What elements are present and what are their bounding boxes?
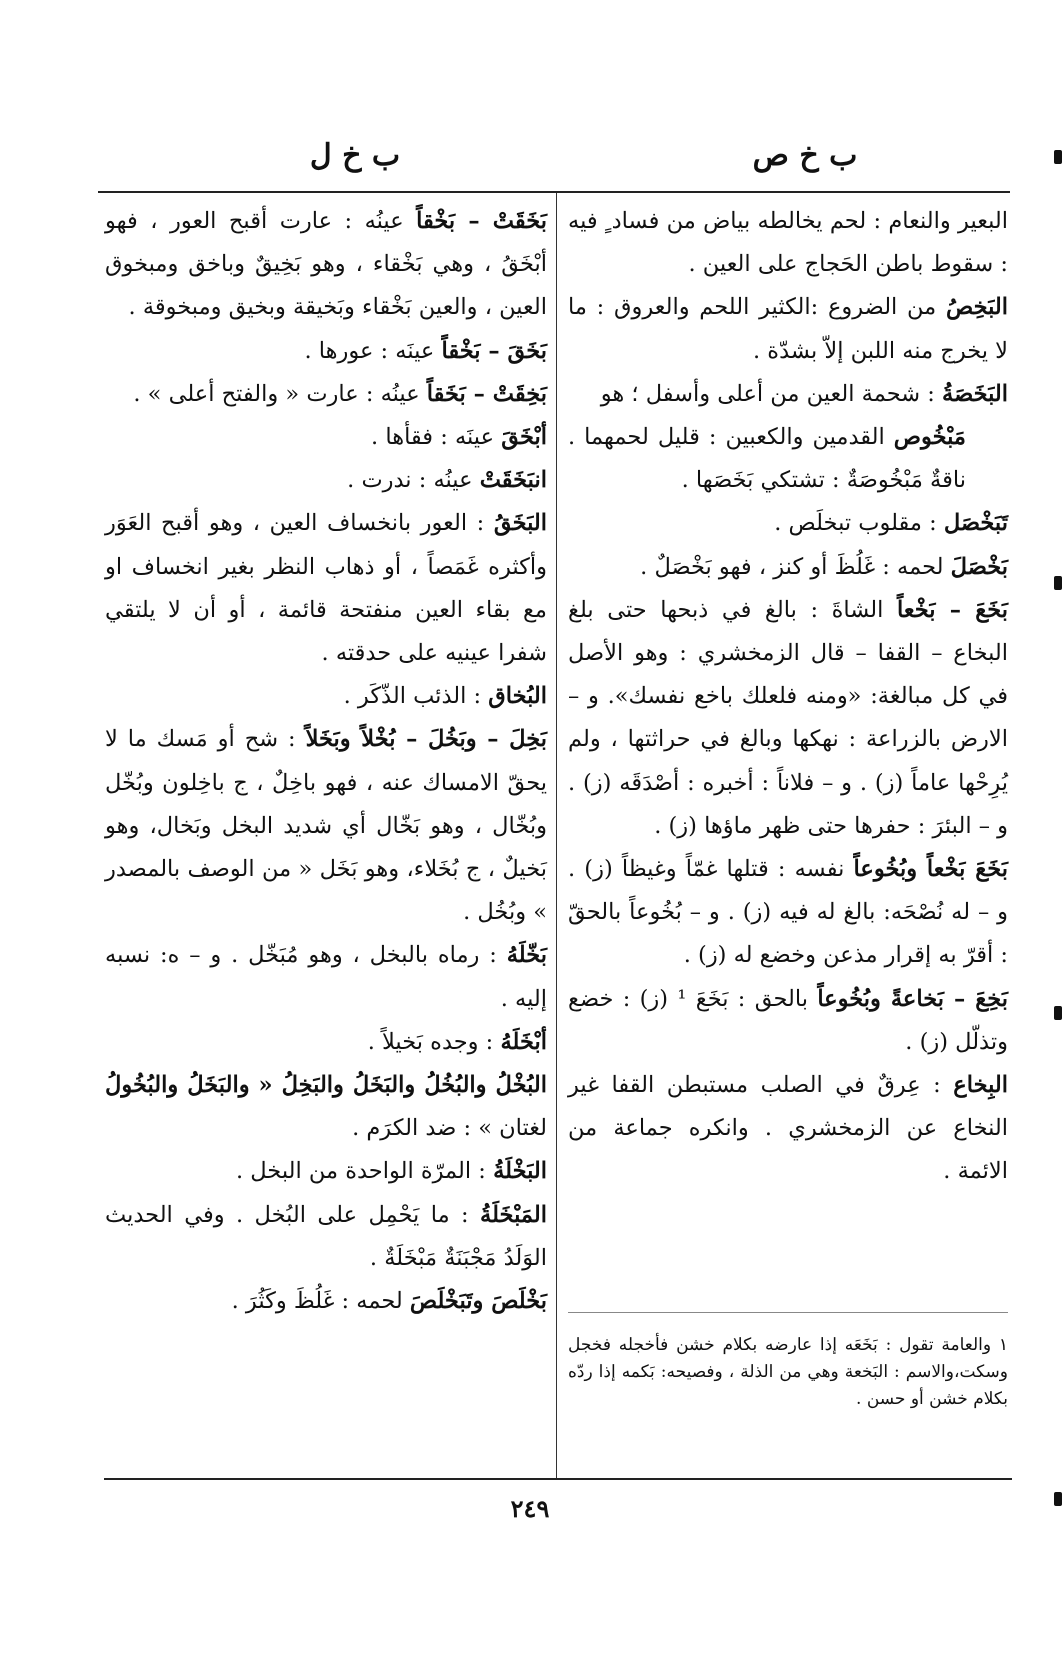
left-column xyxy=(105,200,547,1323)
footnote-rule xyxy=(568,1312,1008,1313)
right-column-root-header: ب خ ص xyxy=(752,138,858,173)
footnote: ١ والعامة تقول : بَخَعَه إذا عارضه بكلام خشن فأخجله فخجل وسكت،والاسم : البَخعة وهي من الذلة ، وفصيحه: بَكمه إذا ردّه بكلام خشن أو حسن . xyxy=(568,1335,1008,1409)
entry xyxy=(105,1064,547,1150)
entry xyxy=(105,718,547,934)
edge-mark xyxy=(1054,1492,1062,1506)
entry-definition: الشاةَ : بالغ في ذبحها حتى بلغ البخاع – القفا – قال الزمخشري : وهو الأصل في كل مبالغة: «ومنه فلعلك باخع نفسك». و – الارض بالزراعة : نهكها وبالغ في حراثتها ، ولم يُرِحْها عاماً (ز) . و – فلاناً : أخبره : أصْدَقَه (ز) . و – البئرَ : حفرها حتى ظهر ماؤها (ز) . xyxy=(568,596,1008,839)
entry xyxy=(568,416,1008,502)
entry-headword: بَخَعَ – بَخْعاً xyxy=(897,596,1008,623)
entry-headword: بَخَقَ – بَخْقاً xyxy=(441,337,547,364)
entry-definition: : العور بانخساف العين ، وهو أقبح العَوَر وأكثره غَمَصاً ، أو ذهاب النظر بغير انخساف او مع بقاء العين منفتحة قائمة ، أو أن لا يلتقي شفرا عينيه على حدقته . xyxy=(105,510,547,667)
entry xyxy=(105,1280,547,1323)
entry-definition: : الذئب الذّكَر . xyxy=(343,683,482,710)
edge-mark xyxy=(1054,150,1062,164)
entry-definition: عينَه : عورها . xyxy=(304,337,435,364)
entry-headword: البَخْلَةُ xyxy=(493,1158,547,1185)
entry-definition: عينَه : فقأها . xyxy=(371,424,495,451)
entry xyxy=(568,589,1008,848)
entry-definition: : ما يَحْمِل على البُخل . وفي الحديث الوَلَدُ مَجْبَنَةٌ مَبْخَلَةٌ . xyxy=(105,1201,547,1271)
entry-headword: البِخاع xyxy=(953,1072,1008,1099)
entry xyxy=(568,978,1008,1064)
entry xyxy=(105,1021,547,1064)
entry-headword: انبَخَقَتْ xyxy=(479,467,547,494)
entry-definition: من الضروع :الكثير اللحم والعروق : ما لا يخرج منه اللبن إلاّ بشدّة . xyxy=(568,294,1008,364)
entry-headword: البَخَصَةُ xyxy=(942,380,1008,407)
edge-mark xyxy=(1054,576,1062,590)
entry xyxy=(105,373,547,416)
entry-headword: بَخْصَلَ xyxy=(950,553,1008,580)
entry-definition: : المرّة الواحدة من البخل . xyxy=(235,1158,486,1185)
entry-headword: المَبْخَلَةُ xyxy=(480,1201,547,1228)
entry-headword: البَخَقُ xyxy=(493,510,547,537)
entry-headword: مَبْخُوص xyxy=(893,424,966,451)
entry xyxy=(105,1150,547,1193)
right-column xyxy=(568,200,1008,1194)
entry-headword: بَخِعَ – بَخاعةً وبُخُوعاً xyxy=(817,985,1009,1012)
entry-definition: عينُه : عارت أقبح العور ، فهو أبْخَقُ ، وهي بَخْقاء ، وهو بَخِيقٌ وباخق ومبخوق العين ، والعين بَخْقاء وبَخيقة وبخيق ومبخوقة . xyxy=(105,208,547,321)
entry-headword: بَخْلَصَ وتَبَخْلَصَ xyxy=(409,1288,547,1315)
edge-mark xyxy=(1054,1006,1062,1020)
entry xyxy=(105,934,547,1020)
entry-definition: لغتان » : ضد الكرَم . xyxy=(352,1115,547,1142)
column-divider xyxy=(556,193,557,1480)
left-column-root-header: ب خ ل xyxy=(309,138,401,173)
entry xyxy=(568,502,1008,545)
entry-definition: عينُه : ندرت . xyxy=(347,467,473,494)
entry-headword: بَخِقَتْ – بَخَقاً xyxy=(426,380,547,407)
entry xyxy=(568,848,1008,978)
entry-headword: البُخْلُ والبُخُلُ والبَخَلُ والبَخِلُ « والبَخَلُ والبُخُولُ xyxy=(105,1072,547,1099)
top-rule xyxy=(98,191,1010,193)
entry xyxy=(105,502,547,675)
entry-headword: البُخاق xyxy=(488,683,547,710)
entry xyxy=(105,200,547,330)
entry-definition: : مقلوب تبخلَص . xyxy=(774,510,937,537)
entry-headword: أبْخَقَ xyxy=(501,424,547,451)
bottom-rule xyxy=(104,1478,1012,1480)
entry-definition: عينُه : عارت « والفتح أعلى » . xyxy=(133,380,420,407)
entry xyxy=(568,286,1008,372)
entry xyxy=(568,200,1008,286)
page-number: ٢٤٩ xyxy=(510,1494,550,1523)
entry-headword: تَبَخْصَل xyxy=(943,510,1008,537)
entry-definition: : شحمة العين من أعلى وأسفل ؛ هو xyxy=(600,380,935,407)
entry-headword: أبْخَلَهُ xyxy=(500,1028,547,1055)
entry-definition: : عِرقٌ في الصلب مستبطن القفا غير النخاع عن الزمخشري . وانكره جماعة من الائمة . xyxy=(568,1072,1008,1185)
entry xyxy=(568,546,1008,589)
entry-headword: بَخِلَ – وبَخُلَ – بُخْلاً وبَخَلاً xyxy=(305,726,547,753)
entry-definition: : رماه بالبخل ، وهو مُبَخّل . و – ه: نسبه إليه . xyxy=(105,942,547,1012)
entry xyxy=(105,416,547,459)
entry-headword: بَخّلَهُ xyxy=(506,942,547,969)
entry-headword: بَخَعَ بَخْعاً وبُخُوعاً xyxy=(853,856,1009,883)
entry-definition: القدمين والكعبين : قليل لحمهما . ناقةٌ مَبْخُوصَةٌ : تشتكي بَخَصَها . xyxy=(568,424,966,494)
entry xyxy=(105,1194,547,1280)
entry xyxy=(568,1064,1008,1194)
entry-definition: بالحق : بَخَعَ ¹ (ز) : خضع وتذلّل (ز) . xyxy=(568,985,1008,1055)
entry-definition: البعير والنعام : لحم يخالطه بياض من فساد ٍ فيه : سقوط باطن الحَجاج على العين . xyxy=(568,208,1008,278)
entry xyxy=(105,330,547,373)
entry xyxy=(105,675,547,718)
entry-headword: بَخَقَتْ – بَخْقاً xyxy=(416,208,548,234)
entry-definition: لحمه : غَلُظَ وكَثُرَ . xyxy=(231,1288,403,1315)
entry-definition: : وجده بَخيلاً . xyxy=(367,1028,494,1055)
entry xyxy=(105,459,547,502)
entry xyxy=(568,373,1008,416)
entry-definition: نفسه : قتلها غمّاً وغيظاً (ز) . و – له نُصْحَه: بالغ له فيه (ز) . و – بُخُوعاً بالحقّ : أقرّ به إقرار مذعن وخضع له (ز) . xyxy=(568,856,1008,969)
entry-headword: البَخِصُ xyxy=(946,294,1008,321)
entry-definition: لحمه : غَلُظَ أو كنز ، فهو بَخْصَلٌ . xyxy=(640,553,944,580)
entry-definition: : شح أو مَسك ما لا يحقّ الامساك عنه ، فهو باخِلٌ ، ج باخِلون وبُخّل وبُخّال ، وهو بَخّال أي شديد البخل وبَخال، وهو بَخيلٌ ، ج بُخَلاء، وهو بَخَل « من الوصف بالمصدر » وبُخُل . xyxy=(105,726,547,926)
